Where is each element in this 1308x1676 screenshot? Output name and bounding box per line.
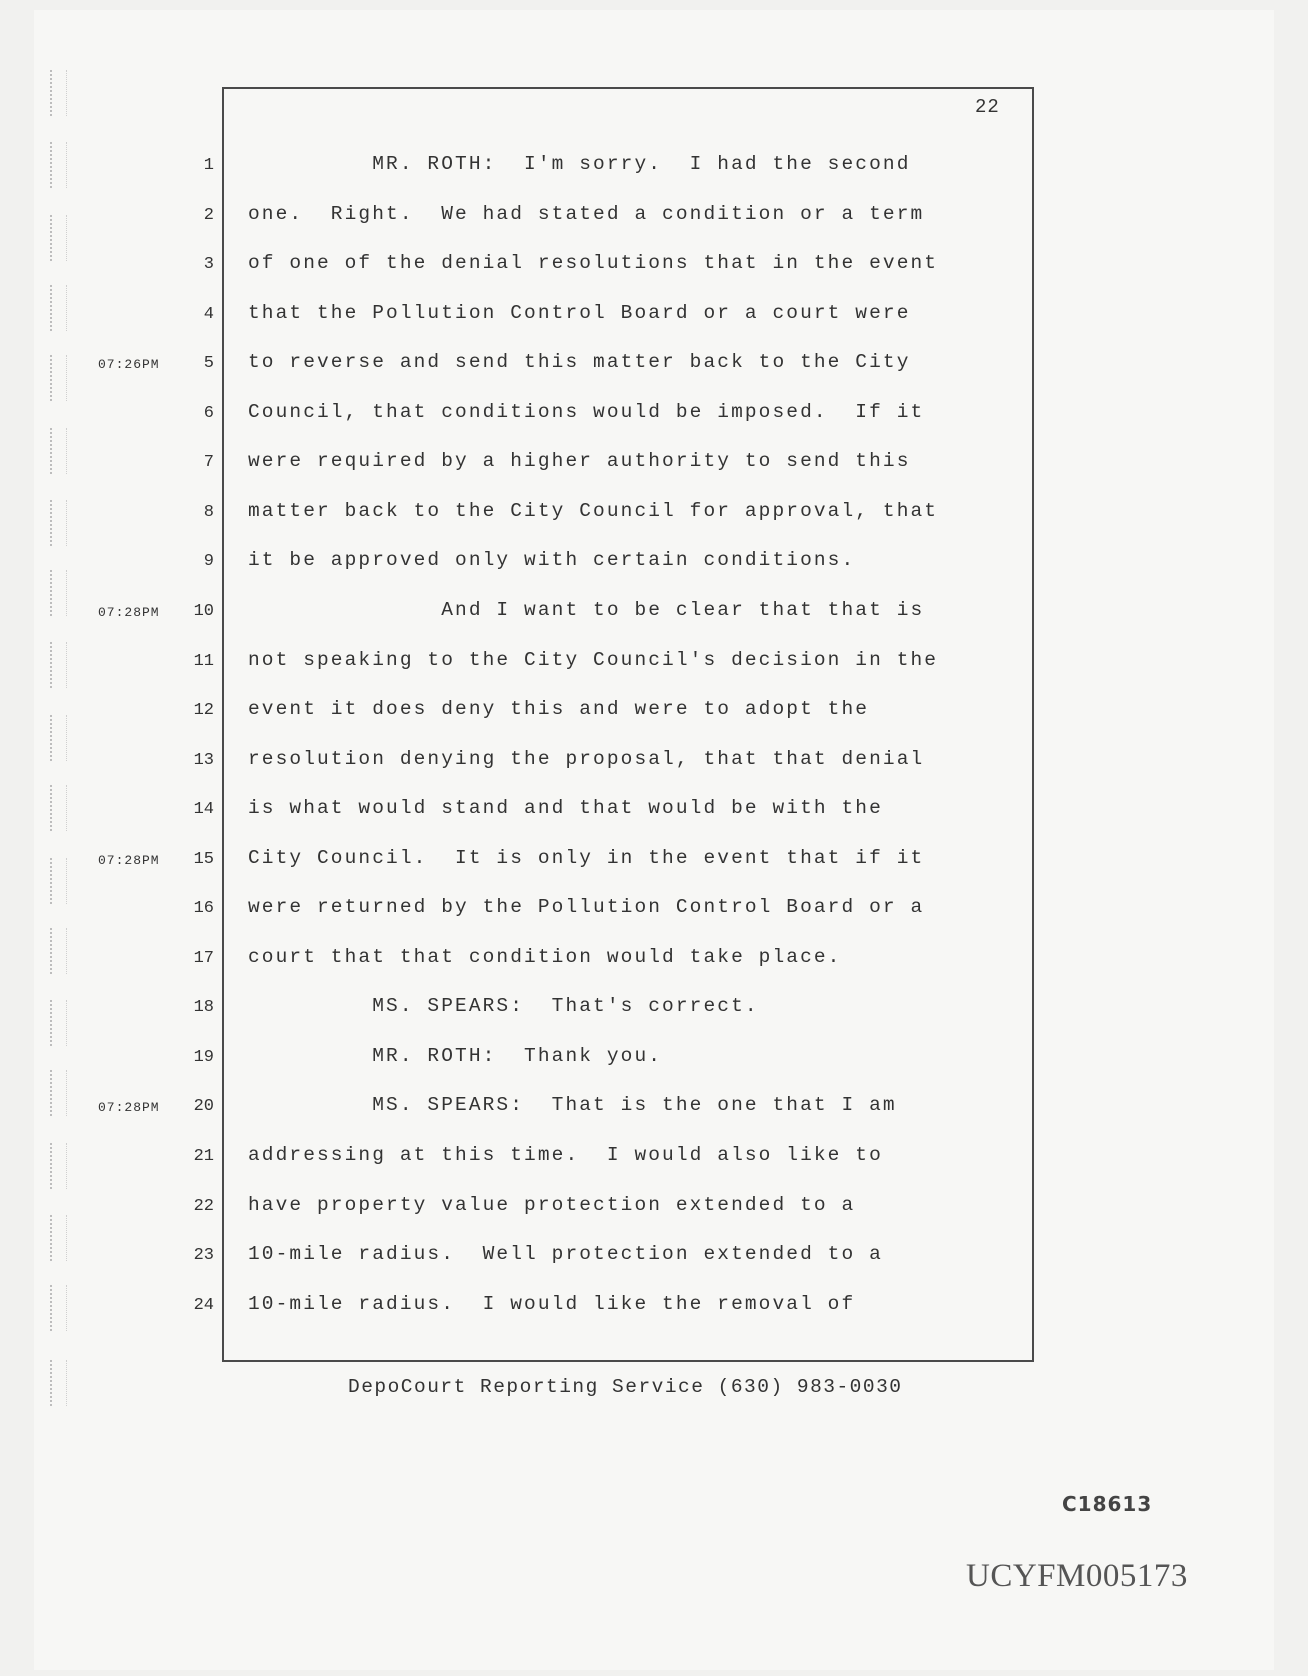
line-text: MR. ROTH: Thank you.	[248, 1044, 663, 1067]
line-number: 8	[203, 502, 214, 522]
binding-mark	[50, 1285, 67, 1331]
line-text: one. Right. We had stated a condition or a term	[248, 202, 925, 225]
line-text: event it does deny this and were to adopt the	[248, 698, 870, 721]
binding-mark	[50, 1000, 67, 1046]
line-text: is what would stand and that would be with the	[248, 797, 883, 820]
line-number: 9	[203, 552, 214, 572]
line-timestamp: 07:26PM	[98, 357, 160, 373]
page-number: 22	[975, 96, 1000, 118]
binding-mark	[50, 715, 67, 761]
binding-mark	[50, 642, 67, 688]
line-number: 15	[193, 849, 214, 869]
binding-mark	[50, 1360, 67, 1406]
binding-mark	[50, 785, 67, 831]
line-text: were required by a higher authority to send this	[248, 450, 911, 473]
binding-mark	[50, 215, 67, 261]
line-text: Council, that conditions would be imposed. If it	[248, 400, 925, 423]
line-timestamp: 07:28PM	[98, 1100, 160, 1116]
line-number: 11	[193, 651, 214, 671]
line-number: 19	[193, 1047, 214, 1067]
line-text: 10-mile radius. I would like the removal of	[248, 1292, 856, 1315]
line-number: 3	[203, 255, 214, 275]
line-text: not speaking to the City Council's decision in the	[248, 648, 939, 671]
line-number: 10	[193, 601, 214, 621]
line-number: 17	[193, 948, 214, 968]
line-number: 12	[193, 701, 214, 721]
line-text: matter back to the City Council for approval, that	[248, 499, 939, 522]
binding-mark	[50, 858, 67, 904]
binding-mark	[50, 1143, 67, 1189]
binding-mark	[50, 500, 67, 546]
line-text: MS. SPEARS: That is the one that I am	[248, 1094, 897, 1117]
line-text: City Council. It is only in the event that if it	[248, 846, 925, 869]
line-number: 2	[203, 205, 214, 225]
line-text: And I want to be clear that that is	[248, 598, 925, 621]
line-text: that the Pollution Control Board or a court were	[248, 301, 911, 324]
line-number: 4	[203, 304, 214, 324]
binding-mark	[50, 570, 67, 616]
line-number: 20	[193, 1097, 214, 1117]
line-number: 18	[193, 998, 214, 1018]
line-text: 10-mile radius. Well protection extended to a	[248, 1243, 883, 1266]
line-timestamp: 07:28PM	[98, 604, 160, 620]
line-text: addressing at this time. I would also like to	[248, 1144, 883, 1166]
line-text: have property value protection extended to a	[248, 1193, 856, 1216]
binding-mark	[50, 1215, 67, 1261]
line-number: 24	[193, 1295, 214, 1315]
line-text: it be approved only with certain conditions.	[248, 549, 856, 572]
line-number: 13	[193, 750, 214, 770]
line-number: 23	[193, 1246, 214, 1266]
line-number: 14	[193, 800, 214, 820]
line-text: of one of the denial resolutions that in the event	[248, 252, 939, 275]
binding-mark	[50, 285, 67, 331]
line-number: 6	[203, 403, 214, 423]
line-text: resolution denying the proposal, that that denial	[248, 747, 925, 770]
line-timestamp: 07:28PM	[98, 852, 160, 868]
binding-mark	[50, 1070, 67, 1116]
binding-mark	[50, 355, 67, 401]
line-number: 5	[203, 354, 214, 374]
line-text: MR. ROTH: I'm sorry. I had the second	[248, 153, 911, 175]
line-text: to reverse and send this matter back to the City	[248, 351, 911, 374]
binding-mark	[50, 142, 67, 188]
line-text: MS. SPEARS: That's correct.	[248, 995, 759, 1018]
binding-mark	[50, 70, 67, 116]
line-text: were returned by the Pollution Control Board or a	[248, 896, 925, 919]
binding-holes	[44, 70, 84, 1460]
transcript-frame	[222, 87, 1034, 1362]
binding-mark	[50, 928, 67, 974]
line-number: 7	[203, 453, 214, 473]
binding-mark	[50, 428, 67, 474]
line-number: 22	[193, 1196, 214, 1216]
line-number: 16	[193, 899, 214, 919]
line-text: court that that condition would take place.	[248, 945, 842, 968]
bates-code-secondary: UCYFM005173	[966, 1558, 1188, 1594]
bates-code-primary: C18613	[1062, 1492, 1153, 1516]
line-number: 21	[193, 1147, 214, 1166]
line-number: 1	[203, 156, 214, 175]
footer-reporting-service: DepoCourt Reporting Service (630) 983-0030	[348, 1376, 903, 1398]
